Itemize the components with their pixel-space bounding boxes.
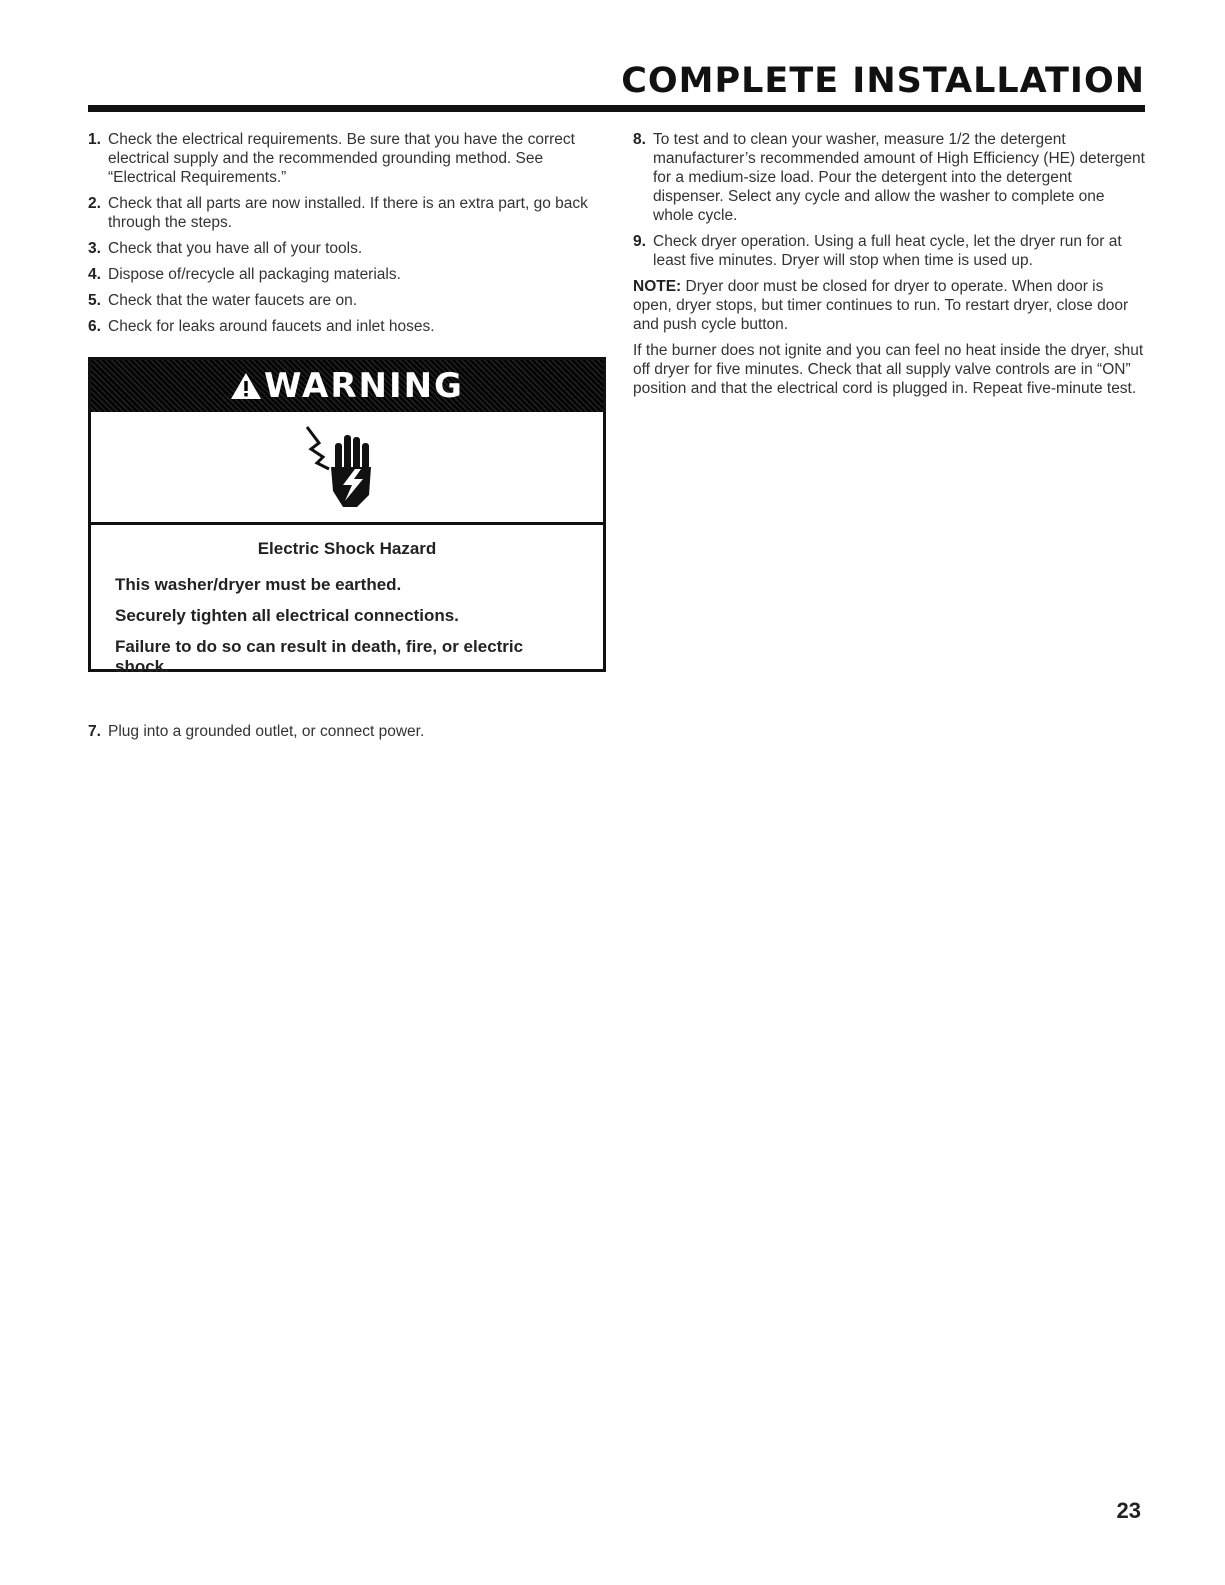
step-number: 4. [88,266,101,283]
note-text: Dryer door must be closed for dryer to operate. When door is open, dryer stops, but timer continues to run. To restart dryer, close door and push cycle button. [633,278,1129,333]
list-item [88,317,608,336]
step-number: 7. [88,723,101,740]
warning-label: WARNING [264,366,464,406]
step-text: Dispose of/recycle all packaging materials. [108,266,401,283]
left-column [88,130,608,343]
warning-graphic [91,412,603,525]
warning-line: Securely tighten all electrical connections. [115,606,459,625]
list-item [88,291,608,310]
step-number: 3. [88,240,101,257]
step-text: Check that you have all of your tools. [108,240,363,257]
step-text: Check that all parts are now installed. If there is an extra part, go back through the steps. [108,195,588,231]
electric-shock-hand-icon [297,417,397,517]
warning-box [88,357,606,676]
title-rule [88,105,1145,112]
step-number: 1. [88,131,101,148]
note-paragraph [633,277,1145,334]
warning-text [91,525,603,677]
page-number: 23 [1116,1498,1141,1523]
step-7 [88,722,608,748]
step-number: 6. [88,318,101,335]
list-item [88,194,608,232]
warning-line: This washer/dryer must be earthed. [115,575,402,594]
list-item [88,722,608,741]
step-number: 9. [633,233,646,250]
alert-triangle-icon [230,372,262,400]
step-text: Check for leaks around faucets and inlet hoses. [108,318,435,335]
list-item [633,130,1145,225]
page-title: COMPLETE INSTALLATION [621,61,1145,101]
list-item [88,239,608,258]
left-steps-list [88,130,608,336]
list-item [88,130,608,187]
step-text: Check dryer operation. Using a full heat cycle, let the dryer run for at least five minutes. Dryer will stop when time is used up. [653,233,1122,269]
step-text: Check the electrical requirements. Be sure that you have the correct electrical supply and the recommended grounding method. See “Electrical Requirements.” [108,131,575,186]
warning-header [91,360,603,412]
warning-line: Failure to do so can result in death, fire, or electric shock. [115,637,524,676]
step-number: 2. [88,195,101,212]
right-steps-list [633,130,1145,270]
step-text: Plug into a grounded outlet, or connect power. [108,723,425,740]
note-label: NOTE: [633,278,682,295]
list-item [633,232,1145,270]
step-text: To test and to clean your washer, measure 1/2 the detergent manufacturer’s recommended amount of High Efficiency (HE) detergent for a medium-size load. Pour the detergent into the detergent dispenser. Select any cycle and allow the washer to complete one whole cycle. [653,131,1145,224]
step-number: 5. [88,292,101,309]
list-item [88,265,608,284]
burner-paragraph: If the burner does not ignite and you can feel no heat inside the dryer, shut off dryer for five minutes. Check that all supply valve controls are in “ON” position and that the electrical cord is plugged in. Repeat five-minute test. [633,342,1144,397]
step-text: Check that the water faucets are on. [108,292,357,309]
step-7-list [88,722,608,741]
step-number: 8. [633,131,646,148]
hazard-title: Electric Shock Hazard [257,539,437,558]
right-column [633,130,1145,405]
